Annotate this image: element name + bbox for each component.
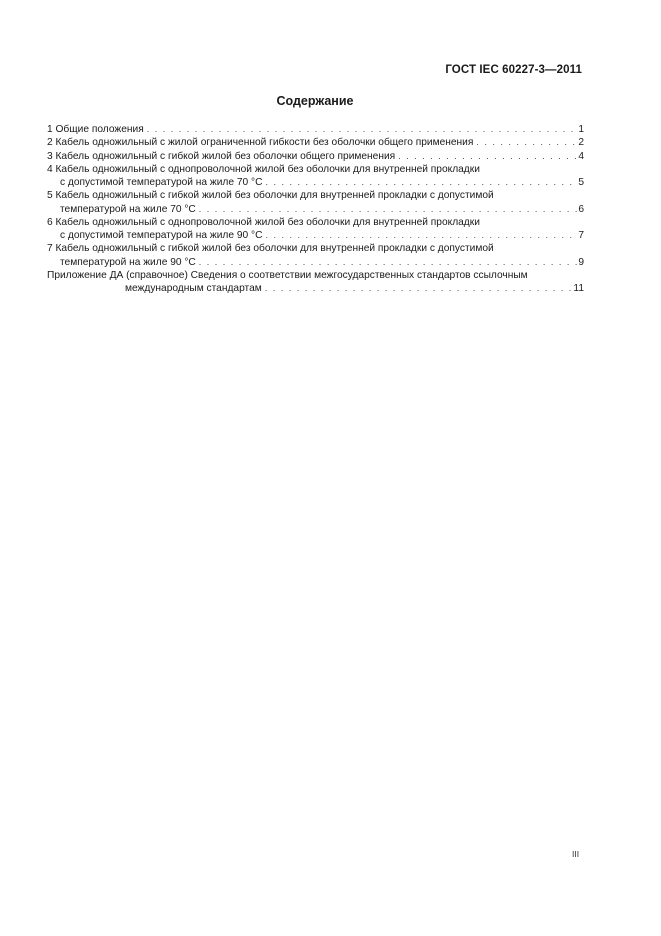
page-number: III xyxy=(572,849,580,859)
toc-page-number: 9 xyxy=(578,256,584,268)
toc-entry-text: температурой на жиле 90 °С xyxy=(60,256,199,269)
toc-page-number: 2 xyxy=(578,137,584,149)
dot-leader xyxy=(147,123,578,136)
toc-entry-text: международным стандартам xyxy=(125,282,265,295)
standard-code-header: ГОСТ IEC 60227-3—2011 xyxy=(445,64,582,76)
dot-leader xyxy=(265,176,577,189)
dot-leader xyxy=(199,203,578,216)
toc-page-number: 6 xyxy=(578,203,584,215)
toc-page-number: 1 xyxy=(578,124,584,135)
toc-entry-2[interactable] xyxy=(47,136,584,149)
toc-entry-text: с допустимой температурой на жиле 70 °С xyxy=(60,176,265,189)
toc-entry-text: 1 Общие положения xyxy=(47,123,147,136)
toc-page-number: 7 xyxy=(578,230,584,241)
toc-entry-4[interactable] xyxy=(47,163,584,176)
toc-page-number: 11 xyxy=(573,283,584,294)
dot-leader xyxy=(265,229,577,242)
dot-leader xyxy=(265,282,573,295)
toc-entry-text: 3 Кабель одножильный с гибкой жилой без оболочки общего применения xyxy=(47,150,398,163)
toc-entry-1[interactable] xyxy=(47,123,584,136)
toc-entry-5-continuation[interactable] xyxy=(47,203,584,216)
toc-page-number: 4 xyxy=(578,150,584,162)
page-title: Содержание xyxy=(276,94,354,108)
toc-entry-6-continuation[interactable] xyxy=(47,229,584,242)
toc-entry-6[interactable] xyxy=(47,216,584,229)
toc-entry-text: 5 Кабель одножильный с гибкой жилой без оболочки для внутренней прокладки с допустимой xyxy=(47,189,497,202)
toc-entry-appendix-da-continuation[interactable] xyxy=(47,282,584,295)
toc-entry-text: Приложение ДА (справочное) Сведения о соответствии межгосударственных стандартов ссылочным xyxy=(47,269,531,282)
toc-entry-4-continuation[interactable] xyxy=(47,176,584,189)
toc-entry-3[interactable] xyxy=(47,150,584,163)
toc-entry-7-continuation[interactable] xyxy=(47,256,584,269)
table-of-contents xyxy=(47,123,584,295)
toc-entry-text: 7 Кабель одножильный с гибкой жилой без оболочки для внутренней прокладки с допустимой xyxy=(47,242,497,255)
toc-entry-text: 6 Кабель одножильный с однопроволочной жилой без оболочки для внутренней прокладки xyxy=(47,216,483,229)
toc-entry-7[interactable] xyxy=(47,242,584,255)
toc-entry-text: температурой на жиле 70 °С xyxy=(60,203,199,216)
toc-entry-text: 2 Кабель одножильный с жилой ограниченной гибкости без оболочки общего применения xyxy=(47,136,476,149)
dot-leader xyxy=(398,150,577,163)
toc-entry-text: 4 Кабель одножильный с однопроволочной жилой без оболочки для внутренней прокладки xyxy=(47,163,483,176)
dot-leader xyxy=(476,136,577,149)
dot-leader xyxy=(199,256,578,269)
toc-page-number: 5 xyxy=(578,177,584,188)
toc-entry-5[interactable] xyxy=(47,189,584,202)
toc-entry-appendix-da[interactable] xyxy=(47,269,584,282)
toc-entry-text: с допустимой температурой на жиле 90 °С xyxy=(60,229,265,242)
